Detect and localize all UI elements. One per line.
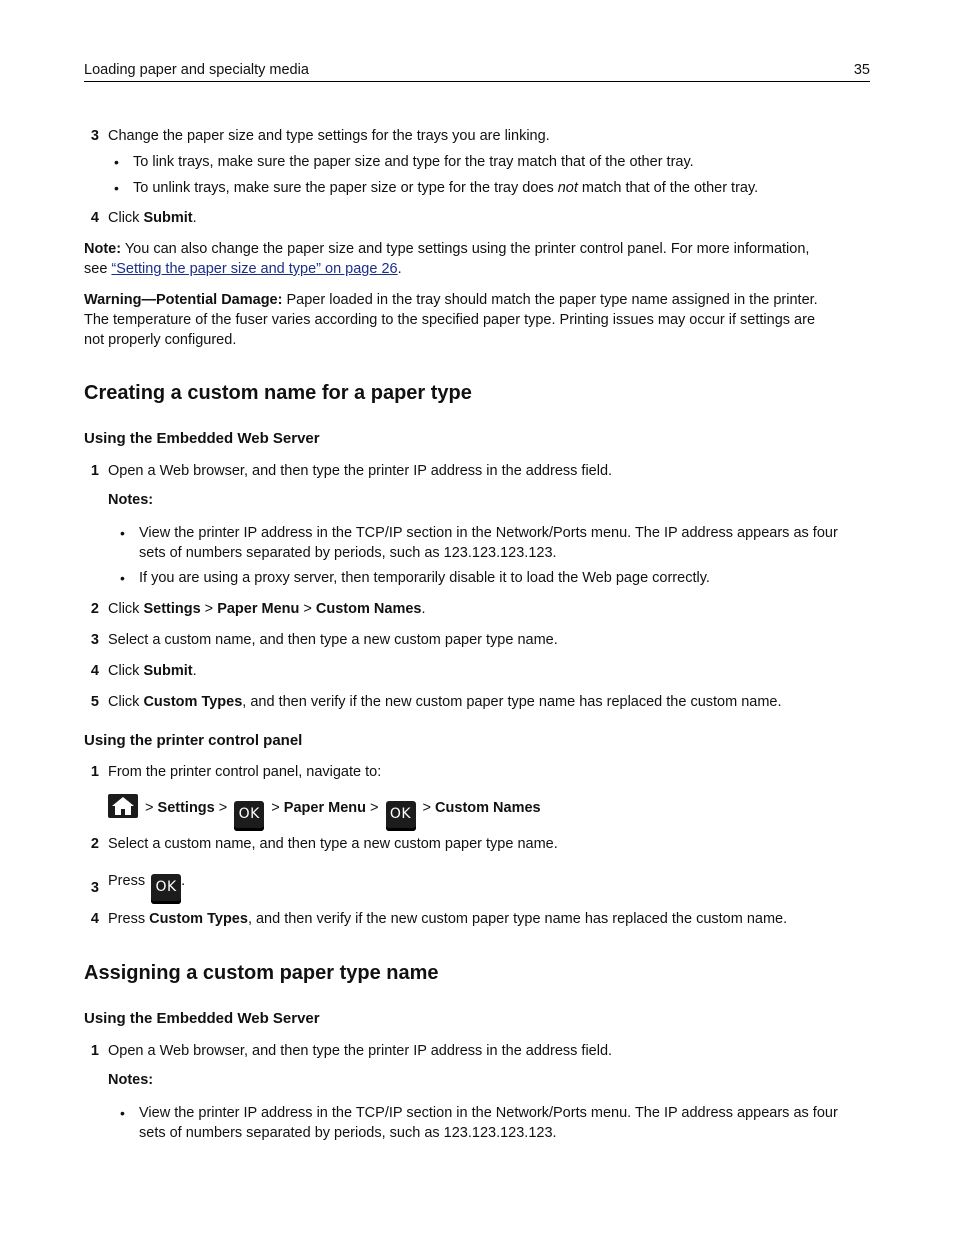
- step-number: 4: [90, 663, 99, 679]
- navigation-path: > Settings > OK > Paper Menu > OK > Custom Names: [108, 794, 870, 826]
- step-item: [84, 1041, 870, 1061]
- bullet-item: [120, 523, 870, 563]
- emphasis-not: not: [557, 180, 578, 196]
- step-number: 4: [90, 210, 99, 226]
- step-item: [84, 461, 870, 481]
- note-line: see “Setting the paper size and type” on page 26.: [84, 261, 402, 277]
- note-line: Note: You can also change the paper size and type settings using the printer control panel. For more information,: [84, 241, 810, 257]
- step-number: 4: [90, 911, 99, 927]
- notes-label: Notes:: [108, 492, 154, 508]
- bullet-icon: •: [120, 525, 125, 541]
- warning-line: Warning—Potential Damage: Paper loaded in the tray should match the paper type name assigned in the printer.: [84, 292, 818, 308]
- step-number: 3: [90, 880, 99, 896]
- document-page: [84, 0, 870, 1235]
- page-number: 35: [853, 62, 870, 78]
- step-number: 2: [90, 601, 99, 617]
- bullet-text: View the printer IP address in the TCP/IP section in the Network/Ports menu. The IP address appears as four sets of numbers separated by periods, such as 123.123.123.123.: [139, 1105, 838, 1141]
- bullet-text: To unlink trays, make sure the paper size or type for the tray does not match that of the other tray.: [133, 180, 759, 196]
- step-text: Press OK .: [108, 871, 870, 904]
- warning-block: [84, 290, 870, 350]
- bullet-icon: •: [120, 570, 125, 586]
- step-text: Change the paper size and type settings for the trays you are linking.: [108, 128, 550, 144]
- warning-line: The temperature of the fuser varies according to the specified paper type. Printing issues may occur if settings are: [84, 312, 816, 328]
- step-text: From the printer control panel, navigate to:: [108, 764, 382, 780]
- ok-button-icon: OK: [386, 801, 416, 831]
- step-text: Open a Web browser, and then type the printer IP address in the address field.: [108, 463, 613, 479]
- bullet-item: [120, 1103, 870, 1143]
- step-text: Select a custom name, and then type a new custom paper type name.: [108, 632, 558, 648]
- step-number: 1: [90, 764, 99, 780]
- step-number: 1: [90, 463, 99, 479]
- ui-term: Submit: [143, 210, 193, 226]
- bullet-icon: •: [120, 1105, 125, 1121]
- bullet-text: View the printer IP address in the TCP/IP section in the Network/Ports menu. The IP address appears as four sets of numbers separated by periods, such as 123.123.123.123.: [139, 525, 838, 561]
- step-item: [84, 834, 870, 854]
- note-label: Note:: [84, 241, 122, 257]
- subsection-title: Using the printer control panel: [84, 732, 303, 749]
- bullet-item: [114, 178, 870, 198]
- step-item: [84, 661, 870, 681]
- step-text: Select a custom name, and then type a new custom paper type name.: [108, 836, 558, 852]
- header-title: Loading paper and specialty media: [84, 62, 309, 78]
- subsection-title: Using the Embedded Web Server: [84, 1010, 320, 1027]
- bullet-item: [114, 152, 870, 172]
- step-number: 5: [90, 694, 99, 710]
- ok-button-icon: OK: [151, 874, 181, 904]
- step-item: [84, 599, 870, 619]
- step-item: [84, 871, 870, 901]
- step-item: [84, 762, 870, 782]
- note-block: [84, 239, 870, 279]
- cross-reference-link[interactable]: “Setting the paper size and type” on page 26: [111, 261, 398, 277]
- bullet-text: If you are using a proxy server, then temporarily disable it to load the Web page correctly.: [139, 570, 710, 586]
- section-title: Creating a custom name for a paper type: [84, 382, 472, 404]
- step-number: 1: [90, 1043, 99, 1059]
- home-icon: [108, 794, 138, 818]
- section-title: Assigning a custom paper type name: [84, 962, 439, 984]
- step-text: Click Submit.: [108, 663, 197, 679]
- step-item: [84, 126, 870, 146]
- ui-term: Settings: [157, 800, 215, 816]
- bullet-item: [120, 568, 870, 588]
- bullet-icon: •: [114, 180, 119, 196]
- ui-term: Paper Menu: [283, 800, 366, 816]
- step-item: [84, 909, 870, 929]
- page-header: [84, 60, 870, 80]
- step-item: [84, 692, 870, 712]
- step-number: 3: [90, 128, 99, 144]
- step-number: 2: [90, 836, 99, 852]
- step-item: [84, 630, 870, 650]
- warning-line: not properly configured.: [84, 332, 237, 348]
- ok-button-icon: OK: [234, 801, 264, 831]
- bullet-text: To link trays, make sure the paper size and type for the tray match that of the other tray.: [133, 154, 694, 170]
- bullet-icon: •: [114, 154, 119, 170]
- step-text: Open a Web browser, and then type the printer IP address in the address field.: [108, 1043, 613, 1059]
- step-text: Click Submit.: [108, 210, 197, 226]
- step-text: Click Settings > Paper Menu > Custom Names.: [108, 601, 426, 617]
- step-text: Press Custom Types, and then verify if the new custom paper type name has replaced the custom name.: [108, 911, 788, 927]
- notes-label: Notes:: [108, 1072, 154, 1088]
- step-item: [84, 208, 870, 228]
- warning-label: Warning—Potential Damage:: [84, 292, 283, 308]
- step-text: Click Custom Types, and then verify if the new custom paper type name has replaced the custom name.: [108, 694, 782, 710]
- step-number: 3: [90, 632, 99, 648]
- ui-term: Custom Names: [435, 800, 541, 816]
- header-rule: [84, 81, 870, 82]
- subsection-title: Using the Embedded Web Server: [84, 430, 320, 447]
